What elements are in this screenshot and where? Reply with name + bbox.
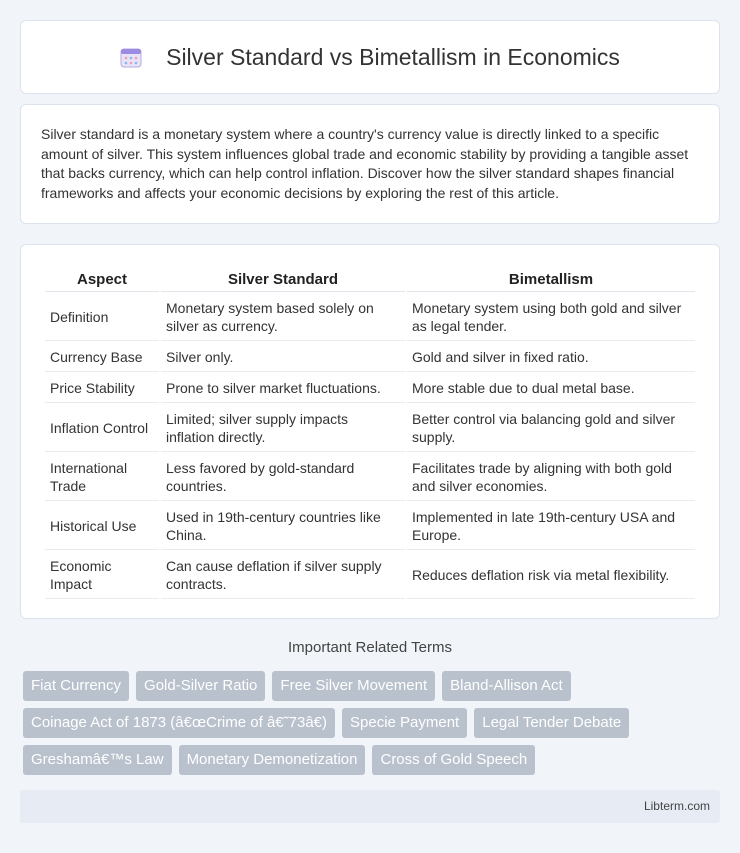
table-cell: Monetary system using both gold and silver as legal tender.	[407, 294, 695, 341]
related-term-tag[interactable]: Bland-Allison Act	[442, 671, 571, 701]
table-cell: Limited; silver supply impacts inflation directly.	[161, 405, 405, 452]
footer-site[interactable]: Libterm.com	[643, 799, 710, 813]
header-silver-standard: Silver Standard	[161, 265, 405, 292]
related-term-tag[interactable]: Gold-Silver Ratio	[136, 671, 265, 701]
table-cell: Facilitates trade by aligning with both gold and silver economies.	[407, 454, 695, 501]
related-term-tag[interactable]: Cross of Gold Speech	[372, 745, 535, 775]
table-row	[45, 454, 695, 501]
table-cell: Historical Use	[45, 503, 159, 550]
table-cell: Gold and silver in fixed ratio.	[407, 343, 695, 372]
table-cell: Used in 19th-century countries like China.	[161, 503, 405, 550]
table-cell: Monetary system based solely on silver as currency.	[161, 294, 405, 341]
comparison-table	[43, 263, 697, 601]
table-cell: Less favored by gold-standard countries.	[161, 454, 405, 501]
page-title: Silver Standard vs Bimetallism in Economics	[166, 43, 620, 70]
related-terms-list	[23, 671, 723, 775]
comparison-card	[20, 244, 720, 619]
table-header-row	[45, 265, 695, 292]
calendar-icon	[120, 46, 142, 68]
related-term-tag[interactable]: Coinage Act of 1873 (â€œCrime of â€˜73â€)	[23, 708, 335, 738]
related-term-tag[interactable]: Specie Payment	[342, 708, 467, 738]
table-cell: Price Stability	[45, 374, 159, 403]
table-row	[45, 405, 695, 452]
related-term-tag[interactable]: Legal Tender Debate	[474, 708, 629, 738]
table-cell: Can cause deflation if silver supply contracts.	[161, 552, 405, 599]
related-term-tag[interactable]: Fiat Currency	[23, 671, 129, 701]
table-cell: Implemented in late 19th-century USA and Europe.	[407, 503, 695, 550]
table-cell: Definition	[45, 294, 159, 341]
table-cell: Better control via balancing gold and silver supply.	[407, 405, 695, 452]
table-row	[45, 374, 695, 403]
intro-text: Silver standard is a monetary system where a country's currency value is directly linked to a specific amount of silver. This system influences global trade and economic stability by providing a tangible asset that backs currency, which can help control inflation. Discover how the silver standard shapes financial frameworks and affects your economic decisions by exploring the rest of this article.	[41, 126, 689, 201]
table-cell: International Trade	[45, 454, 159, 501]
table-row	[45, 294, 695, 341]
intro-card	[20, 104, 720, 224]
table-cell: More stable due to dual metal base.	[407, 374, 695, 403]
table-cell: Reduces deflation risk via metal flexibility.	[407, 552, 695, 599]
footer	[20, 790, 720, 823]
table-cell: Currency Base	[45, 343, 159, 372]
table-cell: Inflation Control	[45, 405, 159, 452]
related-term-tag[interactable]: Free Silver Movement	[272, 671, 435, 701]
header-card	[20, 20, 720, 94]
table-row	[45, 552, 695, 599]
table-row	[45, 503, 695, 550]
table-cell: Economic Impact	[45, 552, 159, 599]
related-term-tag[interactable]: Greshamâ€™s Law	[23, 745, 172, 775]
related-term-tag[interactable]: Monetary Demonetization	[179, 745, 366, 775]
related-terms-title: Important Related Terms	[288, 639, 452, 656]
header-bimetallism: Bimetallism	[407, 265, 695, 292]
table-cell: Prone to silver market fluctuations.	[161, 374, 405, 403]
table-cell: Silver only.	[161, 343, 405, 372]
header-aspect: Aspect	[45, 265, 159, 292]
table-row	[45, 343, 695, 372]
